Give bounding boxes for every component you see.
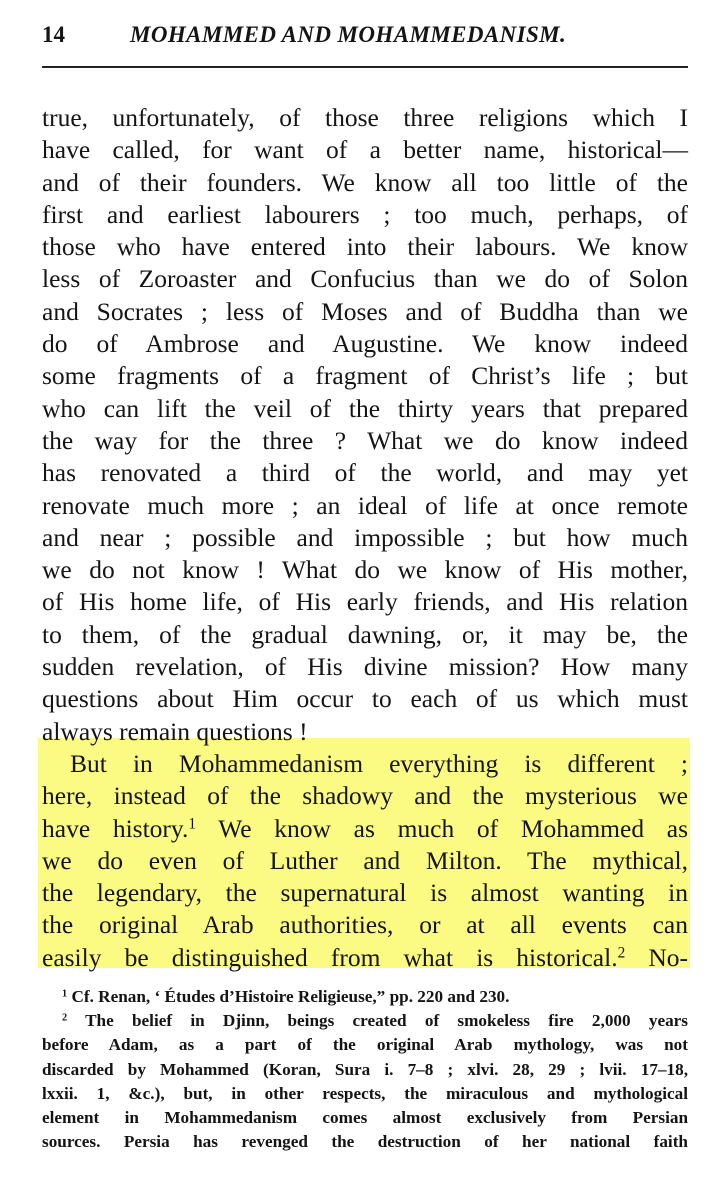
footnote-line: discarded by Mohammed (Koran, Sura i. 7–8 ; xlvi. 28, 29 ; lvii. 17–18, <box>42 1059 688 1079</box>
footnote-1 <box>42 985 688 1009</box>
text-line: questions about Him occur to each of us which must <box>42 684 688 714</box>
text-line: have called, for want of a better name, historical— <box>42 135 688 165</box>
header-rule <box>42 66 688 68</box>
footnote-line: before Adam, as a part of the original Arab mythology, was not <box>42 1035 688 1055</box>
footnote-text: Cf. Renan, ‘ Études d’Histoire Religieuse,” pp. 220 and 230. <box>67 987 510 1006</box>
text-line: true, unfortunately, of those three religions which I <box>42 103 688 132</box>
text-line: and of their founders. We know all too little of the <box>42 167 688 197</box>
text-line: we do not know ! What do we know of His mother, <box>42 555 688 585</box>
page-number: 14 <box>42 22 65 47</box>
footnote-line: sources. Persia has revenged the destruction of her national faith <box>42 1132 688 1152</box>
highlighted-line: But in Mohammedanism everything is different ; <box>70 748 688 778</box>
footnote-text: The belief in Djinn, beings created of smokeless fire 2,000 years <box>67 1011 688 1031</box>
text-line: always remain questions ! <box>42 716 308 746</box>
text-line: renovate much more ; an ideal of life at once remote <box>42 490 688 520</box>
highlighted-line: here, instead of the shadowy and the mysterious we <box>42 781 688 811</box>
highlighted-line <box>42 813 688 845</box>
text-line: the way for the three ? What we do know indeed <box>42 425 688 455</box>
text-line: sudden revelation, of His divine mission? How many <box>42 652 688 682</box>
text-line: and Socrates ; less of Moses and of Buddha than we <box>42 296 688 326</box>
text-line: some fragments of a fragment of Christ’s life ; but <box>42 361 688 391</box>
body-text <box>42 102 688 974</box>
text-line: those who have entered into their labours. We know <box>42 232 688 262</box>
text-line: to them, of the gradual dawning, or, it may be, the <box>42 619 688 649</box>
footnote-line: element in Mohammedanism comes almost exclusively from Persian <box>42 1107 688 1127</box>
highlighted-line: the legendary, the supernatural is almost wanting in <box>42 878 688 908</box>
line-segment: No- <box>625 942 688 972</box>
highlighted-line: we do even of Luther and Milton. The mythical, <box>42 845 688 875</box>
text-line: of His home life, of His early friends, and His relation <box>42 587 688 617</box>
footnote-mark: 1 <box>62 988 68 1000</box>
highlighted-line <box>42 942 688 974</box>
footnotes <box>42 985 688 1154</box>
line-segment: We know as much of Mohammed as <box>196 813 689 843</box>
footnote-ref-1: 1 <box>188 815 197 833</box>
footnote-ref-2: 2 <box>617 944 626 962</box>
text-line: do of Ambrose and Augustine. We know indeed <box>42 329 688 359</box>
text-line: who can lift the veil of the thirty years that prepared <box>42 393 688 423</box>
line-segment: easily be distinguished from what is historical. <box>42 942 618 972</box>
running-title: MOHAMMED AND MOHAMMEDANISM. <box>130 22 567 47</box>
line-segment: have history. <box>42 813 189 843</box>
text-line: has renovated a third of the world, and may yet <box>42 458 688 488</box>
highlighted-line: the original Arab authorities, or at all events can <box>42 910 688 940</box>
text-line: less of Zoroaster and Confucius than we do of Solon <box>42 264 688 294</box>
text-line: and near ; possible and impossible ; but how much <box>42 522 688 552</box>
text-line: first and earliest labourers ; too much, perhaps, of <box>42 199 688 229</box>
footnote-2 <box>42 1009 688 1033</box>
page-header <box>42 20 688 50</box>
footnote-mark: 2 <box>62 1012 68 1024</box>
footnote-line: lxxii. 1, &c.), but, in other respects, the miraculous and mythological <box>42 1083 688 1103</box>
